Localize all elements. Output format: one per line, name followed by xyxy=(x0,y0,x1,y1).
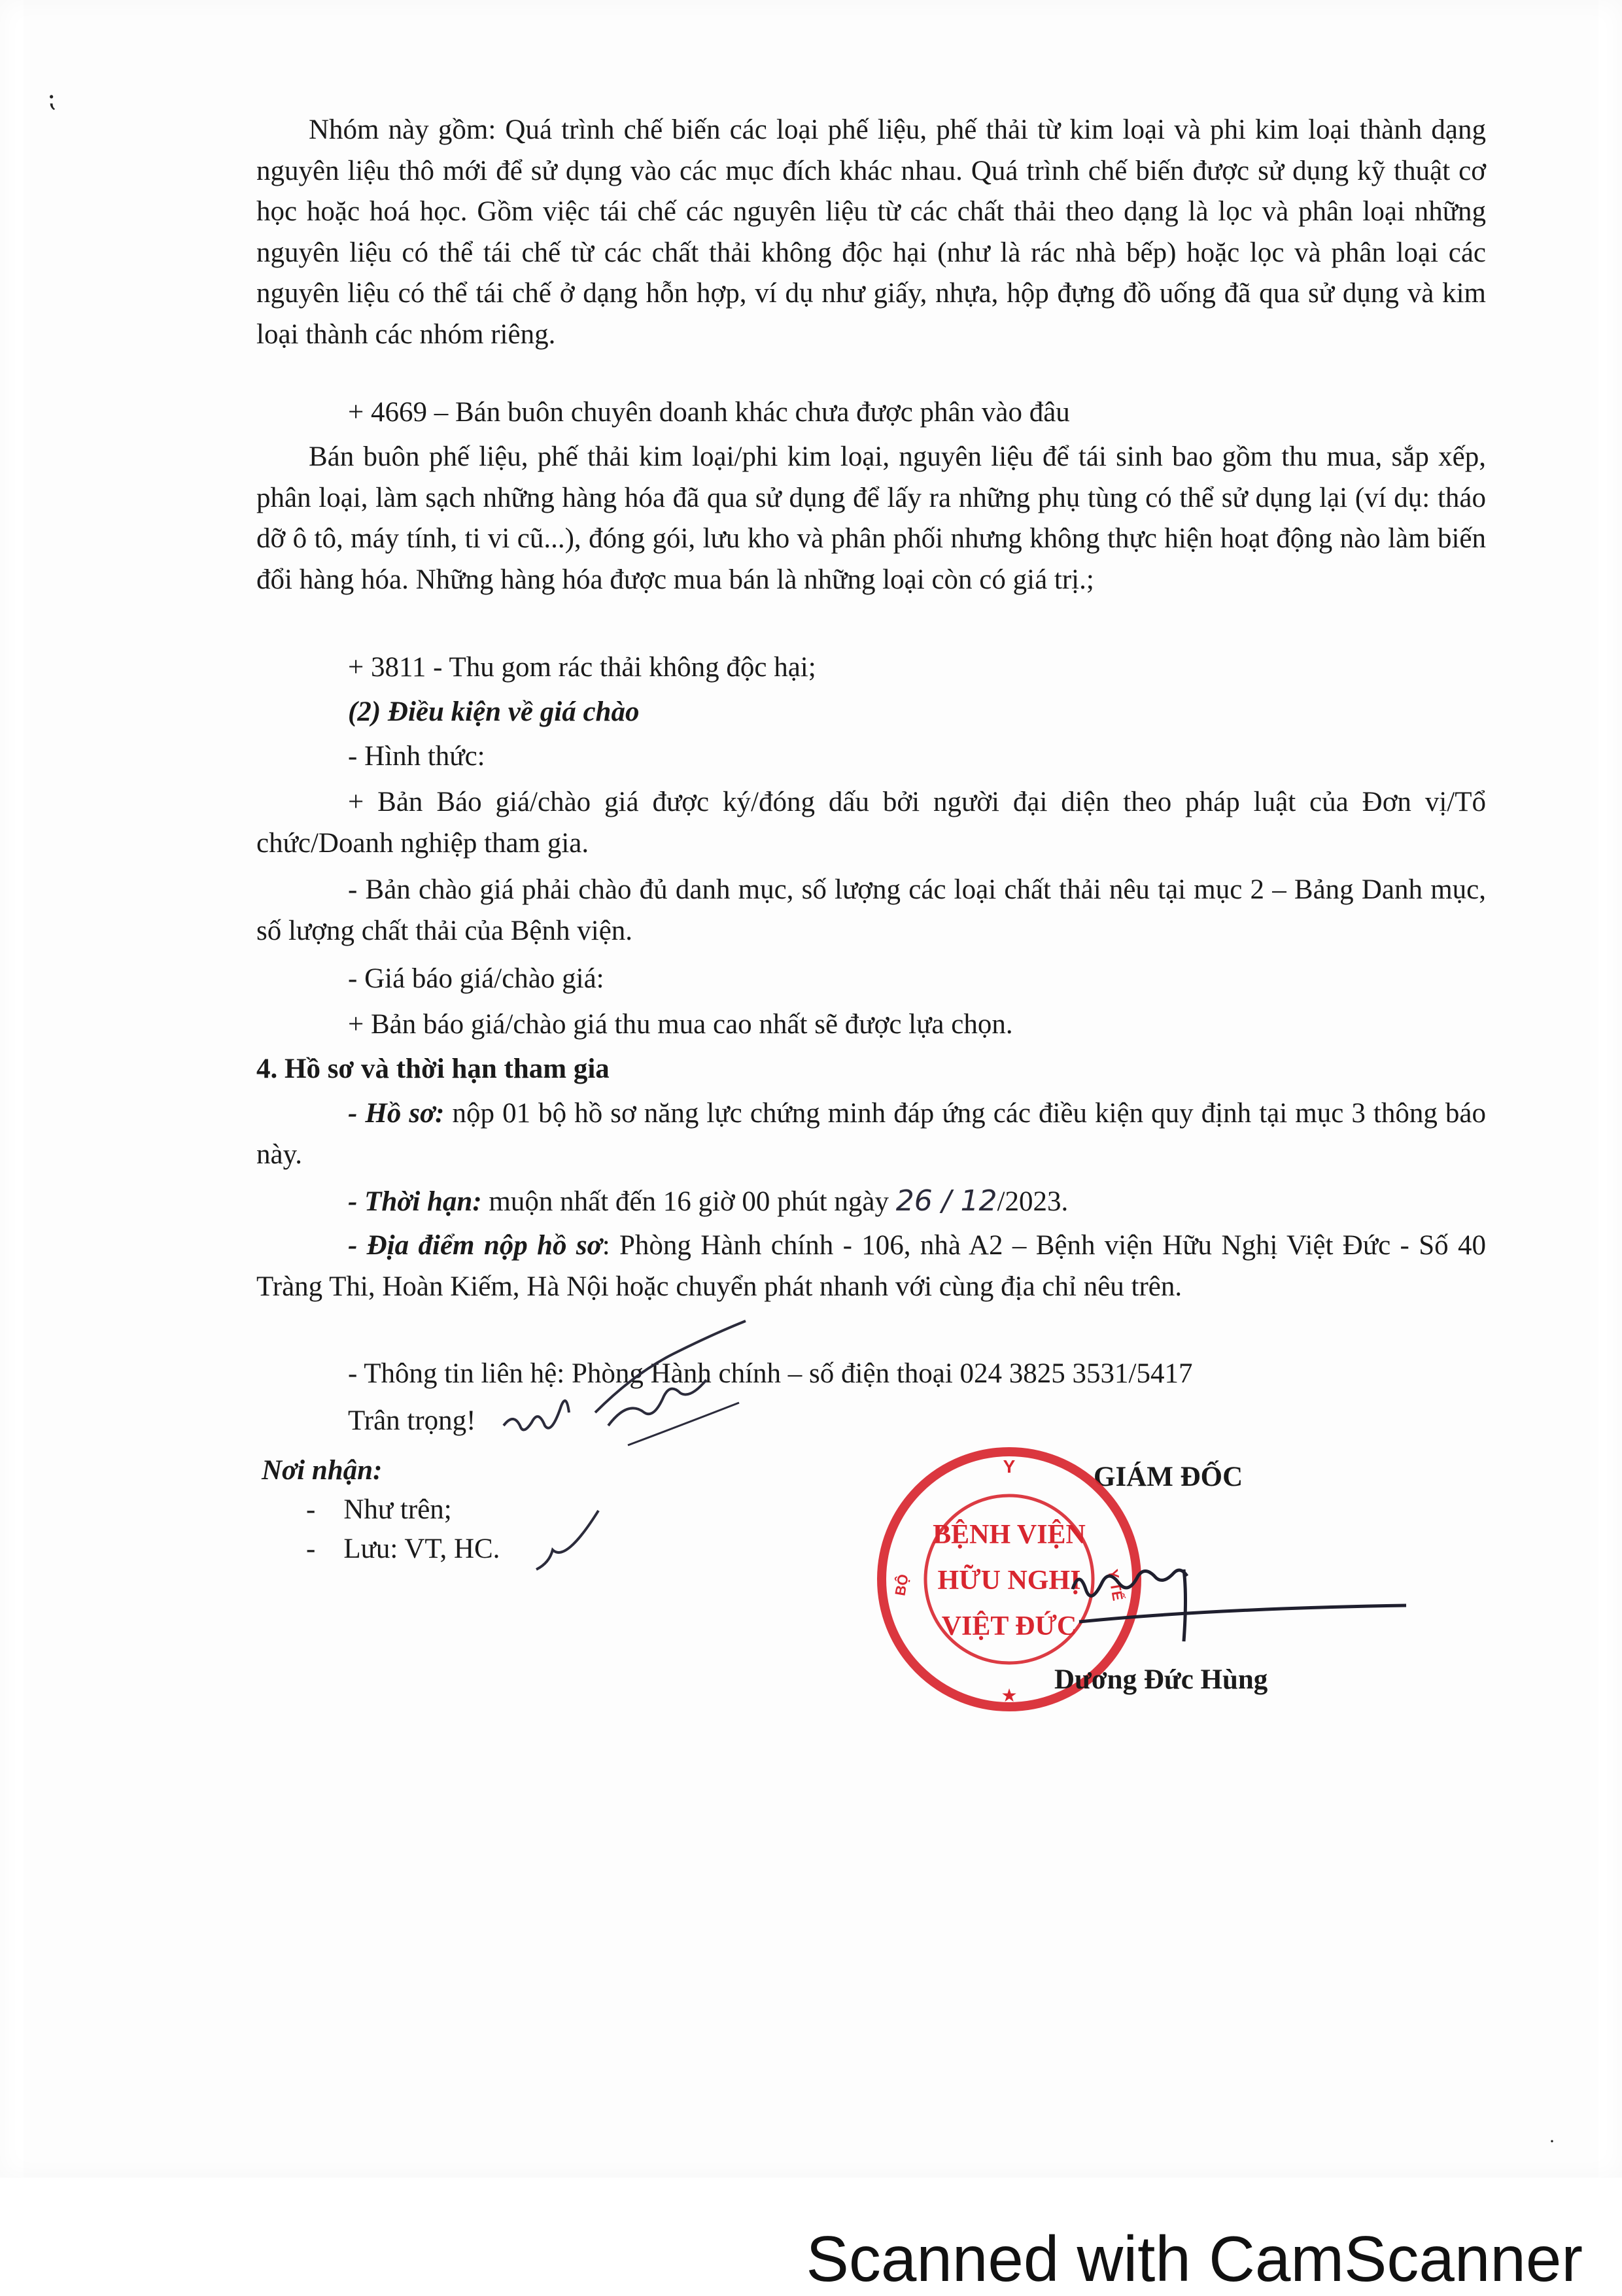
paragraph-ban-bao-gia: + Bản Báo giá/chào giá được ký/đóng dấu bởi người đại diện theo pháp luật của Đơn vị/Tổ chức/Doanh nghiệp tham gia. xyxy=(256,787,1486,859)
thoi-han-year: /2023. xyxy=(997,1186,1069,1217)
stamp-line-2: HỮU NGHỊ xyxy=(937,1566,1081,1596)
closing-tran-trong: Trân trọng! xyxy=(348,1405,476,1436)
ho-so-label: - Hồ sơ: xyxy=(348,1098,445,1129)
item-cao-nhat: + Bản báo giá/chào giá thu mua cao nhất sẽ được lựa chọn. xyxy=(348,1009,1013,1040)
stamp-line-1: BỆNH VIỆN xyxy=(933,1520,1086,1550)
dia-diem-text: : Phòng Hành chính - 106, nhà A2 – Bệnh viện Hữu Nghị Việt Đức - Số 40 Tràng Thi, Hoàn Kiếm, Hà Nội hoặc chuyển phát nhanh với cùng địa chỉ nêu trên. xyxy=(256,1230,1486,1302)
paragraph-dia-diem xyxy=(256,1225,1486,1307)
recipient-item-1: - Như trên; xyxy=(306,1494,452,1525)
stamp-ring-top: Y xyxy=(1003,1456,1016,1477)
signature-name: Dương Đức Hùng xyxy=(1054,1664,1268,1695)
scan-speck-2: · xyxy=(1549,2131,1555,2152)
item-hinh-thuc: - Hình thức: xyxy=(348,741,485,772)
stamp-star-icon: ★ xyxy=(1001,1685,1018,1706)
recipient-text-2: Lưu: VT, HC. xyxy=(343,1534,500,1564)
paragraph-thoi-han xyxy=(348,1181,1068,1223)
signature-title: GIÁM ĐỐC xyxy=(1094,1462,1243,1492)
recipient-item-2: - Lưu: VT, HC. xyxy=(306,1534,500,1564)
dia-diem-label: - Địa điểm nộp hồ sơ xyxy=(348,1230,602,1261)
scan-speck: ⁏ xyxy=(47,83,56,112)
stamp-line-3: VIỆT ĐỨC xyxy=(941,1611,1077,1641)
camscanner-watermark: Scanned with CamScanner xyxy=(806,2223,1583,2295)
thoi-han-label: - Thời hạn: xyxy=(348,1186,482,1217)
paragraph-nhom-nay-gom: Nhóm này gồm: Quá trình chế biến các loại phế liệu, phế thải từ kim loại và phi kim loại thành dạng nguyên liệu thô mới để sử dụng vào các mục đích khác nhau. Quá trình chế biến được sử dụng kỹ thuật cơ học hoặc hoá học. Gồm việc tái chế các nguyên liệu từ các chất thải theo dạng là lọc và phân loại những nguyên liệu có thể tái chế từ các chất thải không độc hại (như là rác nhà bếp) hoặc lọc và phân loại các nguyên liệu có thể tái chế ở dạng hỗn hợp, ví dụ như giấy, nhựa, hộp đựng đồ uống đã qua sử dụng và kim loại thành các nhóm riêng. xyxy=(256,114,1486,350)
thoi-han-text: muộn nhất đến 16 giờ 00 phút ngày xyxy=(481,1186,896,1217)
director-signature xyxy=(1066,1543,1419,1674)
heading-dieu-kien-gia-chao: (2) Điều kiện về giá chào xyxy=(348,696,640,727)
heading-section-4: 4. Hồ sơ và thời hạn tham gia xyxy=(256,1054,610,1084)
recipients-label: Nơi nhận: xyxy=(262,1455,383,1486)
stamp-ring-right: Y TẾ xyxy=(1104,1568,1126,1602)
item-3811: + 3811 - Thu gom rác thải không độc hại; xyxy=(348,652,816,683)
paragraph-ban-buon: Bán buôn phế liệu, phế thải kim loại/phi kim loại, nguyên liệu để tái sinh bao gồm thu mua, sắp xếp, phân loại, làm sạch những hàng hóa đã qua sử dụng để lấy ra những phụ tùng có thể sử dụng lại (ví dụ: tháo dỡ ô tô, máy tính, ti vi cũ...), đóng gói, lưu kho và phân phối nhưng không thực hiện hoạt động nào làm biến đổi hàng hóa. Những hàng hóa được mua bán là những loại còn có giá trị.; xyxy=(256,441,1486,595)
item-gia-bao-gia: - Giá báo giá/chào giá: xyxy=(348,963,604,994)
item-4669: + 4669 – Bán buôn chuyên doanh khác chưa được phân vào đâu xyxy=(348,397,1070,428)
ho-so-text: nộp 01 bộ hồ sơ năng lực chứng minh đáp ứng các điều kiện quy định tại mục 3 thông báo này. xyxy=(256,1098,1486,1170)
stamp-ring-left: BỘ xyxy=(891,1573,912,1598)
handwritten-date: 26 / 12 xyxy=(895,1184,997,1218)
recipient-initial-mark xyxy=(530,1504,608,1583)
paragraph-ban-chao-gia: - Bản chào giá phải chào đủ danh mục, số lượng các loại chất thải nêu tại mục 2 – Bảng Danh mục, số lượng chất thải của Bệnh viện. xyxy=(256,874,1486,946)
initial-signature xyxy=(497,1314,772,1465)
paragraph-ho-so xyxy=(256,1093,1486,1175)
recipient-text-1: Như trên; xyxy=(343,1494,452,1525)
paragraph-thong-tin-lien-he: - Thông tin liên hệ: Phòng Hành chính – số điện thoại 024 3825 3531/5417 xyxy=(348,1358,1193,1389)
